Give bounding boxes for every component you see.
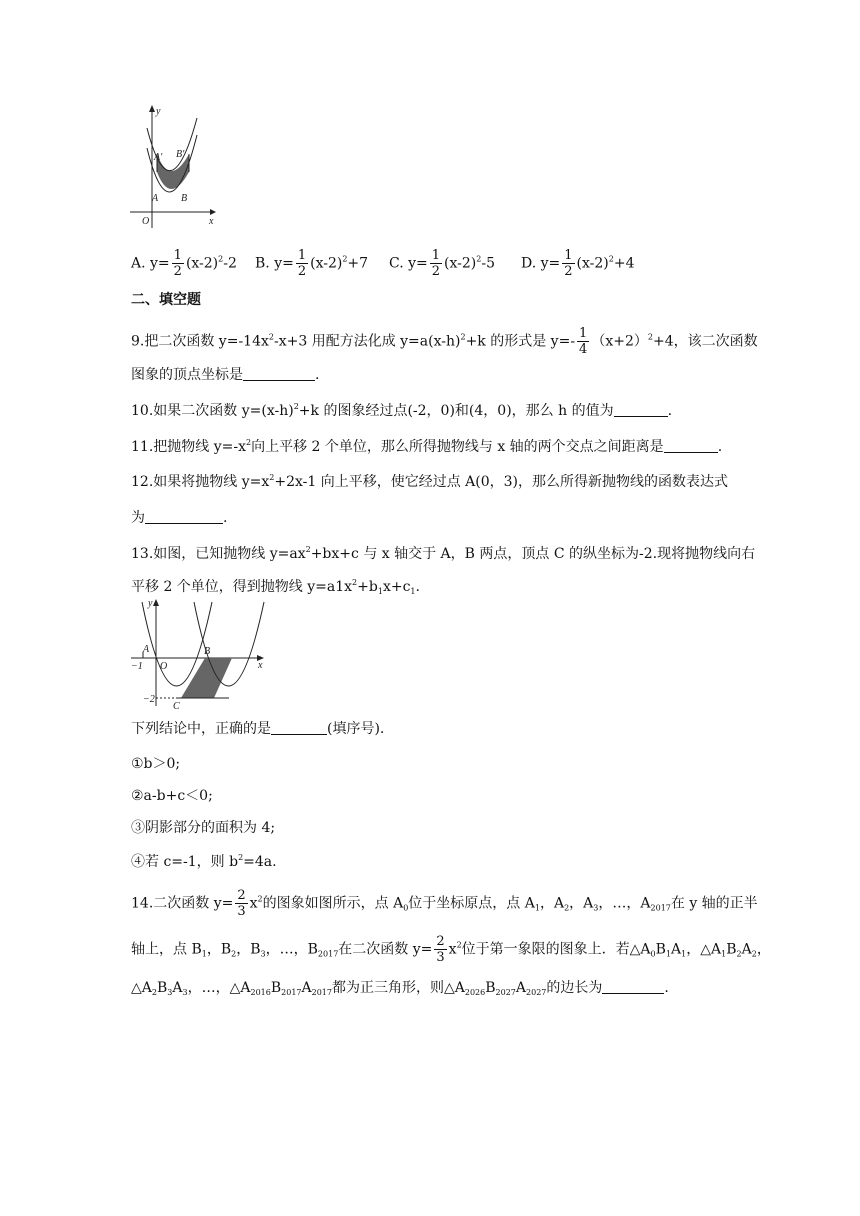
answer-blank[interactable] — [243, 364, 315, 381]
q13-line-1: 13.如图，已知抛物线 $y=ax^2+bx+c$ 与 x 轴交于 A，B 两点，顶点 C 的纵坐标为-2.现将抛物线向右 — [131, 545, 756, 562]
y-axis-arrow — [153, 599, 159, 606]
q13-option-2: ②a-b+c＜0; — [131, 788, 213, 804]
q13-line-2: 平移 2 个单位，得到抛物线 $y=a1x^2+b_1x+c_1$. — [131, 578, 420, 596]
q14-line-2: 轴上，点 $B_1$，$B_2$，$B_3$，…，$B_{2017}$在二次函数 y= $\frac{2}{3}$ $x^2$位于第一象限的图象上．若$\triangle A_0B_1A_1$，$\triangle A_1B_2A_2$， — [131, 934, 771, 965]
option-b: B. y= $\frac{1}{2}$ $(x-2)^2+7$ — [255, 248, 369, 279]
q13-option-1: ①b＞0; — [131, 756, 181, 772]
label-a: A — [152, 193, 159, 204]
answer-blank[interactable] — [145, 507, 223, 524]
q10: 10.如果二次函数 $y=(x-h)^2+k$ 的图象经过点(-2，0)和(4，0)，那么 h 的值为 . — [131, 402, 673, 419]
answer-blank[interactable] — [602, 977, 664, 994]
q9-line-2: 图象的顶点坐标是 . — [131, 364, 319, 385]
option-a: A. y= $\frac{1}{2}$ $(x-2)^2-2$ — [131, 248, 237, 279]
label-neg2: −2 — [143, 694, 155, 705]
q13-prompt: 下列结论中，正确的是 (填序号). — [131, 718, 384, 739]
label-a-prime: A′ — [154, 152, 163, 163]
answer-blank[interactable] — [664, 436, 718, 453]
fraction: $\frac{1}{2}$ — [564, 248, 573, 279]
shaded-region — [181, 658, 232, 698]
fraction: $\frac{1}{2}$ — [173, 248, 182, 279]
q12-line-2: 为 . — [131, 507, 227, 528]
label-neg1: −1 — [131, 661, 143, 672]
label-x: x — [209, 216, 214, 227]
label-o: O — [142, 216, 150, 227]
fraction: $\frac{1}{2}$ — [297, 248, 307, 279]
label-b: B — [181, 193, 188, 204]
q13-option-3: ③阴影部分的面积为 4; — [131, 820, 276, 836]
fraction: $\frac{2}{3}$ — [237, 888, 246, 919]
section-title: 二、填空题 — [131, 292, 201, 308]
fraction: $\frac{1}{2}$ — [431, 248, 441, 279]
fraction: $\frac{2}{3}$ — [436, 934, 445, 965]
label-c: C — [173, 701, 180, 710]
label-b: B — [204, 646, 211, 657]
q13-option-4: ④若 c=-1，则 $b^2=4a$. — [131, 853, 277, 870]
label-a: A — [143, 644, 150, 655]
q11: 11.把抛物线 $y=-x^2$向上平移 2 个单位，那么所得抛物线与 x 轴的两个交点之间距离是 . — [131, 438, 723, 455]
x-axis-arrow — [210, 209, 216, 215]
label-x: x — [258, 660, 263, 671]
y-axis-arrow — [149, 105, 155, 112]
label-y: y — [148, 598, 153, 609]
q9-line-1: 9.把二次函数 $y=-14x^2-x+3$ 用配方法化成 $y=a(x-h)^2+k$ 的形式是 y=- $\frac{1}{4}$ $(x+2)^2+4$，该二次函数 — [131, 326, 758, 357]
fraction: $\frac{1}{4}$ — [579, 326, 588, 357]
label-y: y — [156, 106, 161, 117]
q8-options — [131, 248, 751, 279]
figure-1-parabola-translation — [125, 100, 225, 232]
option-d: D. y= $\frac{1}{2}$ $(x-2)^2+4$ — [521, 248, 635, 279]
answer-blank[interactable] — [614, 400, 668, 417]
q14-line-1: 14.二次函数 y= $\frac{2}{3}$ $x^2$的图象如图所示，点 $A_0$位于坐标原点，点 $A_1$，$A_2$，$A_3$，…，$A_{2017}$在 y 轴的正半 — [131, 888, 758, 919]
label-o: O — [160, 661, 168, 672]
figure-2-parabola-shift — [128, 594, 270, 710]
q12-line-1: 12.如果将抛物线 $y=x^2+2x-1$ 向上平移，使它经过点 A(0，3)，那么所得新抛物线的函数表达式 — [131, 473, 729, 490]
answer-blank[interactable] — [271, 718, 327, 735]
label-b-prime: B′ — [176, 149, 185, 160]
option-c: C. y= $\frac{1}{2}$ $(x-2)^2-5$ — [389, 248, 495, 279]
q14-line-3: $\triangle A_2B_3A_3$，…，$\triangle A_{2016}B_{2017}A_{2017}$都为正三角形，则$\triangle A_{2026}B_{2027}A_{2027}$的边长为 . — [131, 977, 669, 998]
